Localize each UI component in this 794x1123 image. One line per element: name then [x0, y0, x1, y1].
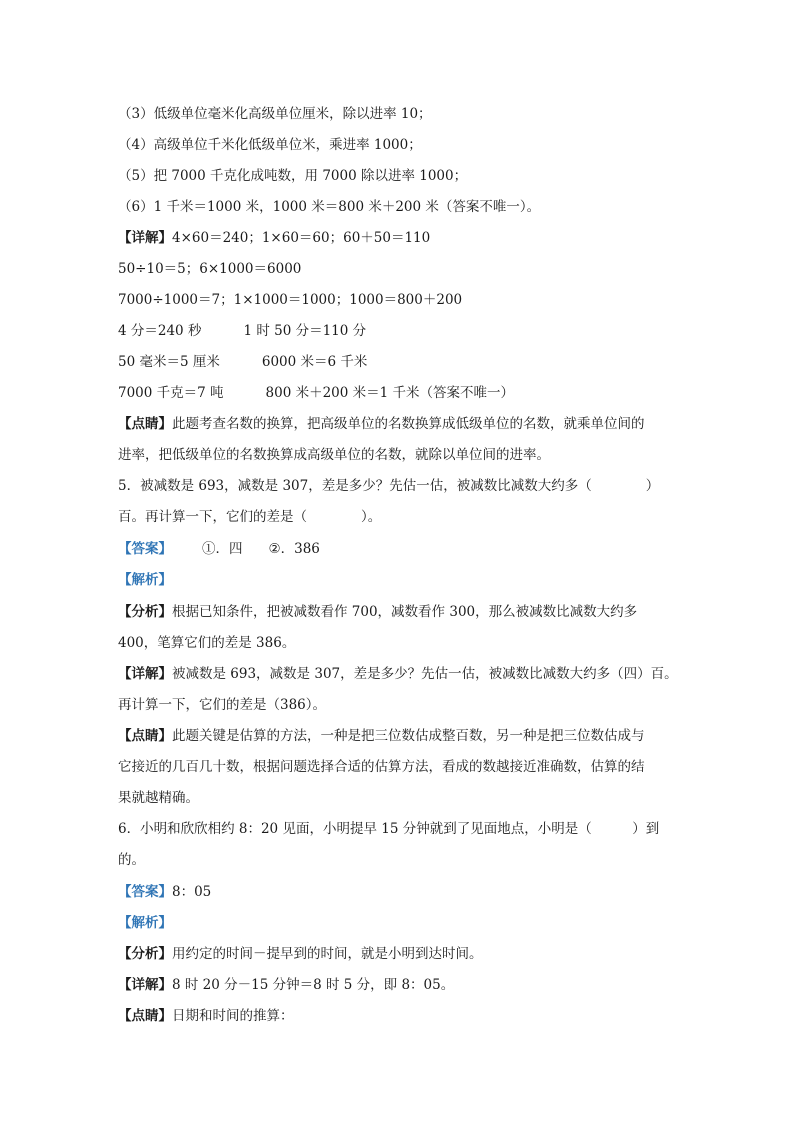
comment-text: 日期和时间的推算：	[172, 1008, 294, 1024]
analysis-text: 根据已知条件，把被减数看作 700，减数看作 300，那么被减数比减数大约多	[172, 604, 638, 620]
text-line	[118, 384, 514, 402]
text-line: （3）低级单位毫米化高级单位厘米，除以进率 10；	[118, 106, 432, 122]
text-line: 再计算一下，它们的差是（386）。	[118, 697, 327, 713]
comment-line	[118, 727, 645, 745]
question-5-line: 5．被减数是 693，减数是 307，差是多少？先估一估，被减数比减数大约多（ ）	[118, 478, 660, 494]
comment-tag: 【点睛】	[118, 728, 172, 744]
detail-tag: 【详解】	[118, 666, 172, 682]
detail-text: 4×60＝240；1×60＝60；60＋50＝110	[172, 230, 431, 246]
question-5-line: 百。再计算一下，它们的差是（ ）。	[118, 509, 382, 525]
conversion-b: 6000 米＝6 千米	[261, 354, 368, 370]
analysis-line	[118, 945, 483, 963]
comment-tag: 【点睛】	[118, 416, 172, 432]
answer-line	[118, 883, 211, 901]
detail-tag: 【详解】	[118, 230, 172, 246]
conversion-a: 50 毫米＝5 厘米	[118, 354, 220, 370]
analysis-tag: 【解析】	[118, 915, 172, 931]
text-line: （4）高级单位千米化低级单位米，乘进率 1000；	[118, 137, 422, 153]
comment-text: 此题关键是估算的方法，一种是把三位数估成整百数，另一种是把三位数估成与	[172, 728, 645, 744]
answer-tag: 【答案】	[118, 541, 172, 557]
answer-1: ①．四	[202, 541, 243, 557]
answer-text: 8：05	[172, 884, 212, 900]
question-6-line: 6．小明和欣欣相约 8：20 见面，小明提早 15 分钟就到了见面地点，小明是（ ）到	[118, 821, 660, 837]
text-line: 它接近的几百几十数，根据问题选择合适的估算方法，看成的数越接近准确数，估算的结	[118, 759, 645, 775]
detail-text: 8 时 20 分－15 分钟＝8 时 5 分，即 8：05。	[172, 977, 455, 993]
answer-line	[118, 540, 320, 558]
comment-tag: 【点睛】	[118, 1008, 172, 1024]
text-line: 50÷10＝5；6×1000＝6000	[118, 261, 302, 277]
analysis-tag: 【解析】	[118, 572, 172, 588]
conversion-a: 7000 千克＝7 吨	[118, 385, 224, 401]
text-line: 进率，把低级单位的名数换算成高级单位的名数，就除以单位间的进率。	[118, 447, 550, 463]
detail-tag: 【详解】	[118, 977, 172, 993]
conversion-b: 1 时 50 分＝110 分	[243, 323, 367, 339]
analysis-heading	[118, 571, 172, 589]
analysis-line	[118, 603, 637, 621]
conversion-a: 4 分＝240 秒	[118, 323, 202, 339]
comment-line	[118, 415, 645, 433]
text-line: （5）把 7000 千克化成吨数，用 7000 除以进率 1000；	[118, 168, 468, 184]
text-line	[118, 353, 367, 371]
text-line: （6）1 千米＝1000 米，1000 米＝800 米＋200 米（答案不唯一）。	[118, 199, 541, 215]
analysis-heading	[118, 914, 172, 932]
detail-text: 被减数是 693，减数是 307，差是多少？先估一估，被减数比减数大约多（四）百。	[172, 666, 678, 682]
detail-line	[118, 976, 454, 994]
detail-line	[118, 229, 430, 247]
analysis-tag: 【分析】	[118, 604, 172, 620]
answer-tag: 【答案】	[118, 884, 172, 900]
text-line: 400，笔算它们的差是 386。	[118, 635, 296, 651]
question-6-line: 的。	[118, 852, 145, 868]
text-line: 果就越精确。	[118, 790, 199, 806]
conversion-b: 800 米＋200 米＝1 千米（答案不唯一）	[265, 385, 515, 401]
comment-text: 此题考查名数的换算，把高级单位的名数换算成低级单位的名数，就乘单位间的	[172, 416, 645, 432]
detail-line	[118, 665, 678, 683]
analysis-tag: 【分析】	[118, 946, 172, 962]
text-line: 7000÷1000＝7；1×1000＝1000；1000＝800＋200	[118, 292, 463, 308]
text-line	[118, 322, 366, 340]
comment-line	[118, 1007, 294, 1025]
analysis-text: 用约定的时间－提早到的时间，就是小明到达时间。	[172, 946, 483, 962]
answer-2: ②．386	[268, 541, 320, 557]
